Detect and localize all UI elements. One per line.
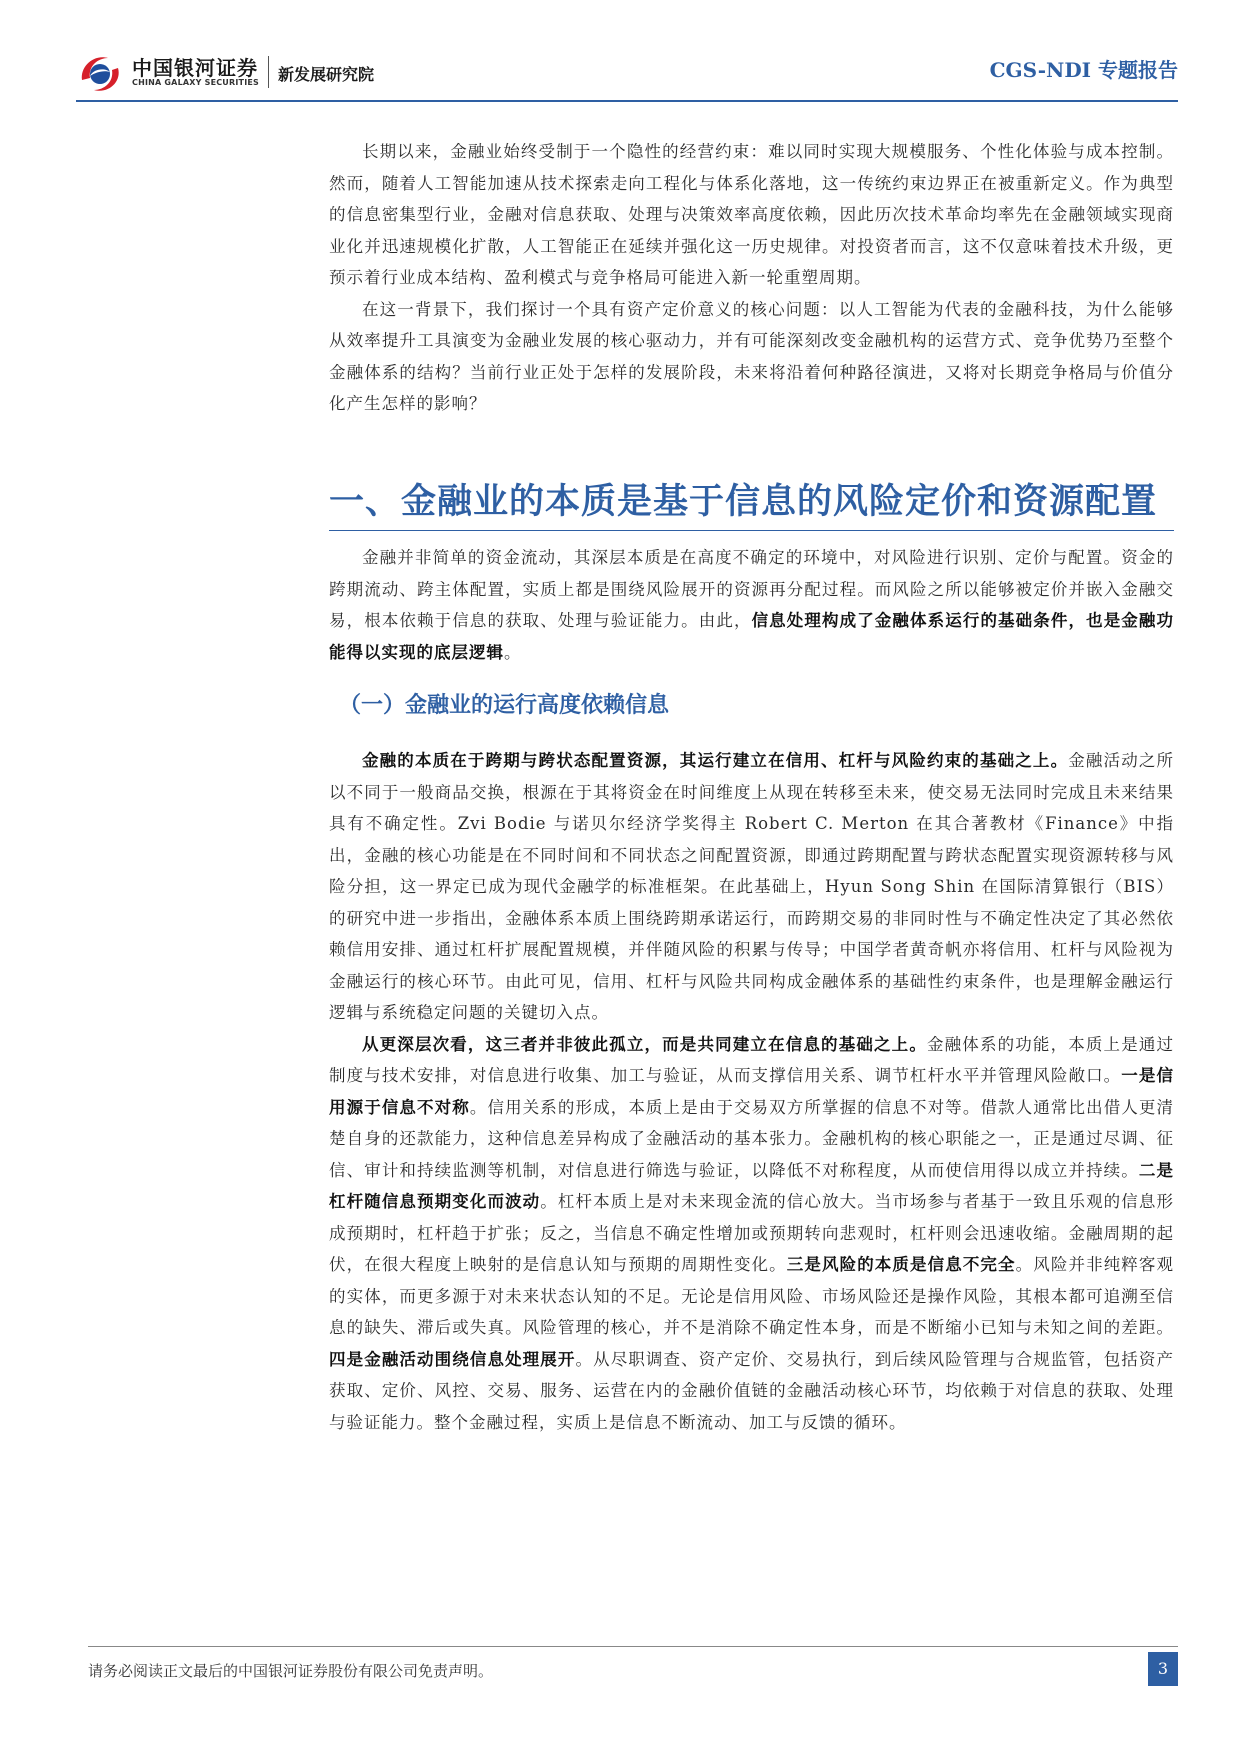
subsection1-paragraph-1 — [329, 745, 1174, 1029]
p1-bold: 金融的本质在于跨期与跨状态配置资源，其运行建立在信用、杠杆与风险约束的基础之上。 — [362, 751, 1069, 770]
page-header — [0, 0, 1241, 110]
intro-paragraph-2: 在这一背景下，我们探讨一个具有资产定价意义的核心问题：以人工智能为代表的金融科技，为什么能够从效率提升工具演变为金融业发展的核心驱动力，并有可能深刻改变金融机构的运营方式、竞争优势乃至整个金融体系的结构？当前行业正处于怎样的发展阶段，未来将沿着何种路径演进，又将对长期竞争格局与价值分化产生怎样的影响？ — [329, 299, 1174, 413]
intro-paragraph-1: 长期以来，金融业始终受制于一个隐性的经营约束：难以同时实现大规模服务、个性化体验与成本控制。然而，随着人工智能加速从技术探索走向工程化与体系化落地，这一传统约束边界正在被重新定义。作为典型的信息密集型行业，金融对信息获取、处理与决策效率高度依赖，因此历次技术革命均率先在金融领域实现商业化并迅速规模化扩散，人工智能正在延续并强化这一历史规律。对投资者而言，这不仅意味着技术升级，更预示着行业成本结构、盈利模式与竞争格局可能进入新一轮重塑周期。 — [329, 142, 1174, 287]
intro-section — [329, 136, 1174, 420]
section1-paragraph — [329, 542, 1174, 668]
section1-end: 。 — [504, 642, 522, 662]
section1-body — [329, 542, 1174, 668]
p2-bold-1: 从更深层次看，这三者并非彼此孤立，而是共同建立在信息的基础之上。 — [362, 1034, 927, 1054]
p2-text-1: 金融体系的功能，本质上是通过制度与技术安排，对信息进行收集、加工与验证，从而支撑信用关系、调节杠杆水平并管理风险敞口。 — [329, 1034, 1175, 1085]
brand-name-cn: 中国银河证券 — [132, 56, 258, 80]
header-divider — [268, 56, 269, 88]
p2-text-4: 。风险并非纯粹客观的实体，而更多源于对未来状态认知的不足。无论是信用风险、市场风险还是操作风险，其根本都可追溯至信息的缺失、滞后或失真。风险管理的核心，并不是消除不确定性本身，而是不断缩小已知与未知之间的差距。 — [329, 1255, 1175, 1337]
galaxy-swirl-logo — [76, 50, 124, 98]
section-heading-rule — [329, 530, 1174, 531]
page-number: 3 — [1148, 1652, 1178, 1686]
section1-text: 金融并非简单的资金流动，其深层本质是在高度不确定的环境中，对风险进行识别、定价与配置。资金的跨期流动、跨主体配置，实质上都是围绕风险展开的资源再分配过程。而风险之所以能够被定价并嵌入金融交易，根本依赖于信息的获取、处理与验证能力。由此， — [329, 548, 1174, 630]
subsection-heading-1: （一）金融业的运行高度依赖信息 — [339, 692, 670, 718]
subsection1-body — [329, 745, 1174, 1438]
header-rule — [76, 100, 1178, 102]
p2-text-5: 。从尽职调查、资产定价、交易执行，到后续风险管理与合规监管，包括资产获取、定价、风控、交易、服务、运营在内的金融价值链的金融活动核心环节，均依赖于对信息的获取、处理与验证能力。整个金融过程，实质上是信息不断流动、加工与反馈的循环。 — [329, 1349, 1175, 1432]
report-type-tag: CGS-NDI 专题报告 — [989, 58, 1178, 82]
institute-name: 新发展研究院 — [278, 65, 375, 84]
section1-bold: 信息处理构成了金融体系运行的基础条件，也是金融功能得以实现的底层逻辑 — [329, 611, 1175, 662]
footer-rule — [88, 1646, 1178, 1647]
p2-bold-4: 三是风险的本质是信息不完全 — [786, 1255, 1016, 1274]
section-heading-1: 一、金融业的本质是基于信息的风险定价和资源配置 — [329, 481, 1158, 522]
footer-disclaimer: 请务必阅读正文最后的中国银河证券股份有限公司免责声明。 — [88, 1662, 494, 1680]
brand-name-en: CHINA GALAXY SECURITIES — [132, 78, 259, 87]
subsection1-paragraph-2 — [329, 1029, 1174, 1439]
p2-text-2: 。信用关系的形成，本质上是由于交易双方所掌握的信息不对等。借款人通常比出借人更清楚自身的还款能力，这种信息差异构成了金融活动的基本张力。金融机构的核心职能之一，正是通过尽调、征信、审计和持续监测等机制，对信息进行筛选与验证，以降低不对称程度，从而使信用得以成立并持续。 — [329, 1097, 1175, 1180]
p2-bold-5: 四是金融活动围绕信息处理展开 — [329, 1349, 576, 1369]
p1-text: 金融活动之所以不同于一般商品交换，根源在于其将资金在时间维度上从现在转移至未来，使交易无法同时完成且未来结果具有不确定性。Zvi Bodie 与诺贝尔经济学奖得主 Robert C. Merton 在其合著教材《Finance》中指出，金融的核心功能是在不同时间和不同状态之间配置资源，即通过跨期配置与跨状态配置实现资源转移与风险分担，这一界定已成为现代金融学的标准框架。在此基础上，Hyun Song Shin 在国际清算银行（BIS）的研究中进一步指出，金融体系本质上围绕跨期承诺运行，而跨期交易的非同时性与不确定性决定了其必然依赖信用安排、通过杠杆扩展配置规模，并伴随风险的积累与传导；中国学者黄奇帆亦将信用、杠杆与风险视为金融运行的核心环节。由此可见，信用、杠杆与风险共同构成金融体系的基础性约束条件，也是理解金融运行逻辑与系统稳定问题的关键切入点。 — [329, 751, 1175, 1022]
p2-bold-3: 二是杠杆随信息预期变化而波动 — [329, 1160, 1175, 1211]
p2-text-3: 。杠杆本质上是对未来现金流的信心放大。当市场参与者基于一致且乐观的信息形成预期时，杠杆趋于扩张；反之，当信息不确定性增加或预期转向悲观时，杠杆则会迅速收缩。金融周期的起伏，在很大程度上映射的是信息认知与预期的周期性变化。 — [329, 1192, 1175, 1274]
p2-bold-2: 一是信用源于信息不对称 — [329, 1066, 1175, 1117]
